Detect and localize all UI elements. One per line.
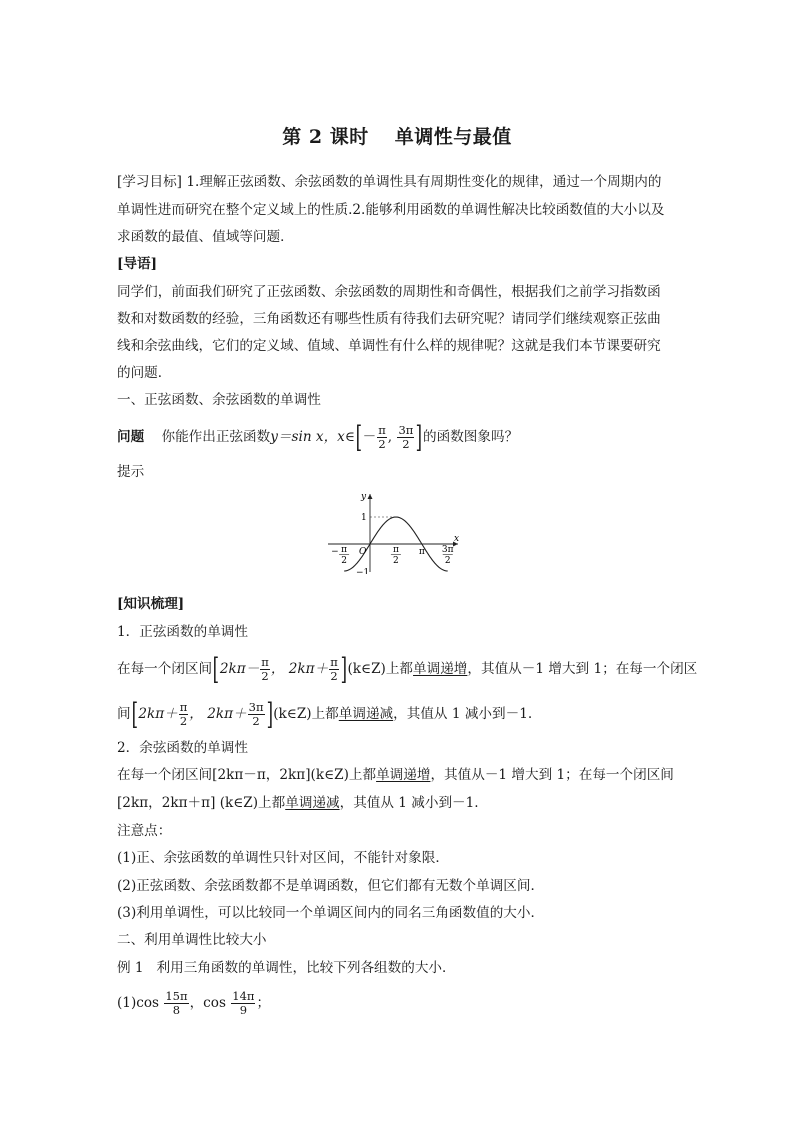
intro-line-1: 同学们，前面我们研究了正弦函数、余弦函数的周期性和奇偶性，根据我们之前学习指数函 [117, 284, 661, 300]
section1-heading: 一、正弦函数、余弦函数的单调性 [117, 392, 321, 408]
y-axis-label: y [361, 492, 367, 502]
cos-increase-line: 在每一个闭区间[2kπ－π，2kπ](k∈Z)上都单调递增，其值从－1 增大到 1；在每一个闭区间 [117, 767, 674, 783]
increasing-term: 单调递增 [413, 661, 468, 677]
fraction-3pi-over-2: $\frac{3\pi}{2}$ [398, 423, 414, 451]
sine-graph [326, 488, 466, 574]
origin-label: O [359, 547, 367, 557]
tick-pi-over-2-num: π [392, 545, 399, 555]
sin-decrease-line: 间[2kπ＋ $\frac{\pi}{2}$ ， 2kπ＋ $\frac{3\pi}{2}$ ](k∈Z)上都单调递减，其值从 1 减小到－1. [117, 696, 533, 732]
objectives-line-1: [学习目标] 1.理解正弦函数、余弦函数的单调性具有周期性变化的规律，通过一个周期内的 [117, 174, 662, 190]
y-axis-arrow [368, 494, 373, 499]
tick-neg-pi-over-2-sign: − [331, 547, 339, 557]
lesson-topic: 单调性与最值 [394, 126, 512, 148]
decreasing-term: 单调递减 [338, 706, 394, 722]
cos-heading: 2．余弦函数的单调性 [117, 740, 248, 756]
question-label: 问题 [117, 429, 145, 445]
tick-neg-pi-over-2-den: 2 [341, 556, 347, 566]
intro-line-4: 的问题． [117, 365, 172, 381]
lesson-number: 第 2 课时 [282, 126, 369, 148]
question-line: 问题 你能作出正弦函数y＝sin x，x∈[－ $\frac{\pi}{2}$ , $\frac{3\pi}{2}$ ]的函数图象吗？ [117, 419, 519, 455]
example-part-1: (1)cos $\frac{15\pi}{8}$ ，cos $\frac{14\pi}{9}$ ； [117, 989, 271, 1017]
objectives-line-3: 求函数的最值、值域等问题． [117, 229, 294, 245]
sin-heading: 1．正弦函数的单调性 [117, 624, 248, 640]
tick-pi-over-2-den: 2 [393, 556, 399, 566]
note-3: (3)利用单调性，可以比较同一个单调区间内的同名三角函数值的大小． [117, 905, 545, 921]
note-2: (2)正弦函数、余弦函数都不是单调函数，但它们都有无数个单调区间． [117, 878, 545, 894]
notes-heading: 注意点： [117, 823, 172, 839]
example-1: 例 1 利用三角函数的单调性，比较下列各组数的大小． [117, 960, 456, 976]
intro-label: [导语] [117, 256, 158, 272]
x-axis-label: x [454, 534, 460, 544]
hint-label: 提示 [117, 464, 145, 480]
knowledge-label: [知识梳理] [117, 596, 185, 612]
intro-line-3: 线和余弦曲线，它们的定义域、值域、单调性有什么样的规律呢？这就是我们本节课要研究 [117, 338, 661, 354]
cos-decrease-line: [2kπ，2kπ＋π] (k∈Z)上都单调递减，其值从 1 减小到－1. [117, 795, 479, 811]
tick-y-1: 1 [361, 513, 367, 523]
tick-y-neg-1: −1 [356, 568, 370, 574]
section2-heading: 二、利用单调性比较大小 [117, 932, 267, 948]
sin-increase-line: 在每一个闭区间[2kπ－ $\frac{\pi}{2}$ ， 2kπ＋ $\frac{\pi}{2}$ ](k∈Z)上都单调递增，其值从－1 增大到 1；在每一个闭区 [117, 651, 698, 687]
tick-neg-pi-over-2-num: π [341, 545, 348, 555]
tick-pi: π [418, 547, 425, 557]
tick-3pi-over-2-num: 3π [441, 545, 454, 555]
page-title [0, 122, 794, 149]
tick-3pi-over-2-den: 2 [444, 556, 451, 566]
objectives-line-2: 单调性进而研究在整个定义域上的性质.2.能够利用函数的单调性解决比较函数值的大小以及 [117, 202, 665, 218]
intro-line-2: 数和对数函数的经验，三角函数还有哪些性质有待我们去研究呢？请同学们继续观察正弦曲 [117, 311, 661, 327]
objectives-label: [学习目标] [117, 174, 182, 190]
fraction-pi-over-2: $\frac{\pi}{2}$ [378, 423, 386, 451]
note-1: (1)正、余弦函数的单调性只针对区间，不能针对象限． [117, 850, 449, 866]
